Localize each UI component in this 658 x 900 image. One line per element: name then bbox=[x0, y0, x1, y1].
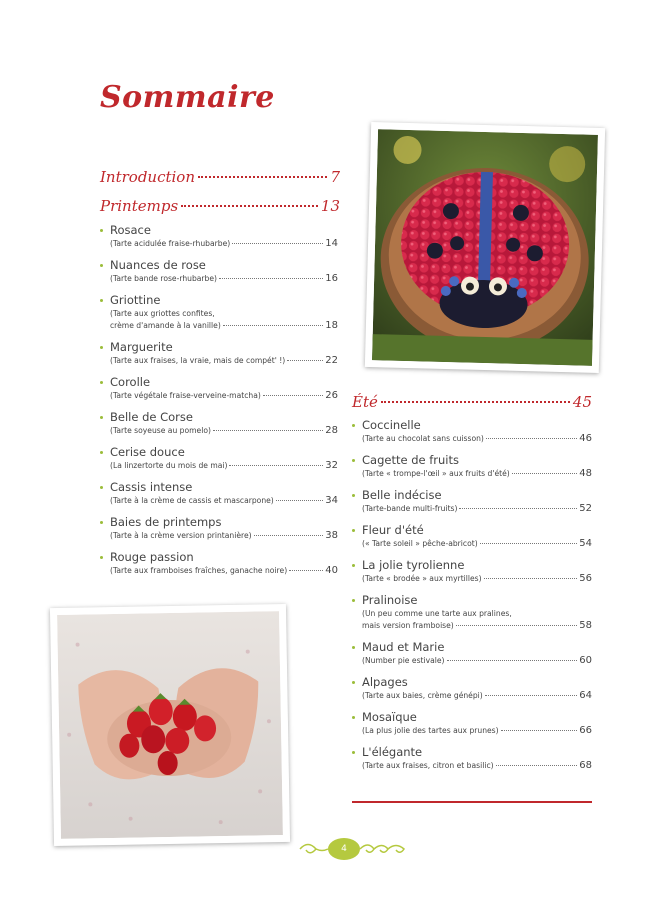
toc-entry[interactable] bbox=[100, 515, 338, 542]
toc-entry[interactable] bbox=[352, 453, 592, 480]
section-label: Printemps bbox=[100, 197, 179, 215]
dot-leader bbox=[213, 430, 323, 431]
recipe-page: 64 bbox=[579, 690, 592, 701]
recipe-page: 48 bbox=[579, 468, 592, 479]
toc-entry[interactable] bbox=[100, 258, 338, 285]
recipe-subtitle bbox=[352, 608, 592, 620]
recipe-name: Cerise douce bbox=[100, 445, 338, 460]
recipe-subtitle bbox=[100, 530, 338, 542]
toc-entry[interactable] bbox=[352, 745, 592, 772]
recipe-subtitle bbox=[352, 690, 592, 702]
recipe-page: 66 bbox=[579, 725, 592, 736]
recipe-subtitle bbox=[352, 655, 592, 667]
recipe-page: 56 bbox=[579, 573, 592, 584]
recipe-subtitle bbox=[352, 725, 592, 737]
strawberries-hands-image bbox=[57, 611, 283, 839]
recipe-subtitle bbox=[100, 460, 338, 472]
toc-entry[interactable] bbox=[352, 523, 592, 550]
toc-entry[interactable] bbox=[352, 593, 592, 632]
recipe-name: Griottine bbox=[100, 293, 338, 308]
dot-leader bbox=[276, 500, 323, 501]
section-label: Introduction bbox=[100, 168, 195, 186]
recipe-subtitle bbox=[352, 503, 592, 515]
dot-leader bbox=[484, 578, 578, 579]
toc-entry[interactable] bbox=[100, 223, 338, 250]
section-page: 45 bbox=[572, 393, 592, 411]
recipe-name: Marguerite bbox=[100, 340, 338, 355]
recipe-name: Coccinelle bbox=[352, 418, 592, 433]
recipe-subtitle-text: (Tarte à la crème de cassis et mascarpone) bbox=[110, 496, 274, 505]
recipe-subtitle-text: (Tarte acidulée fraise-rhubarbe) bbox=[110, 239, 231, 248]
dot-leader bbox=[456, 625, 577, 626]
recipe-name: Maud et Marie bbox=[352, 640, 592, 655]
recipe-subtitle bbox=[352, 573, 592, 585]
recipe-subtitle-text: (Tarte aux griottes confites, bbox=[110, 309, 215, 318]
recipe-name: Alpages bbox=[352, 675, 592, 690]
dot-leader bbox=[480, 543, 578, 544]
page-number: 4 bbox=[328, 838, 360, 860]
toc-entry[interactable] bbox=[100, 445, 338, 472]
dot-leader bbox=[254, 535, 324, 536]
toc-entry[interactable] bbox=[352, 558, 592, 585]
toc-entry[interactable] bbox=[352, 675, 592, 702]
printemps-list bbox=[100, 223, 338, 593]
recipe-page: 14 bbox=[325, 238, 338, 249]
recipe-subtitle-text: (La linzertorte du mois de mai) bbox=[110, 461, 228, 470]
recipe-subtitle-text: (Number pie estivale) bbox=[362, 656, 445, 665]
toc-introduction[interactable] bbox=[100, 168, 340, 186]
dot-leader bbox=[459, 508, 577, 509]
dot-leader bbox=[289, 570, 323, 571]
recipe-name: Belle de Corse bbox=[100, 410, 338, 425]
recipe-page: 40 bbox=[325, 565, 338, 576]
recipe-subtitle bbox=[352, 538, 592, 550]
page-title: Sommaire bbox=[100, 80, 275, 115]
dot-leader bbox=[501, 730, 578, 731]
dot-leader bbox=[486, 438, 577, 439]
recipe-name: L'élégante bbox=[352, 745, 592, 760]
recipe-subtitle-text: crème d'amande à la vanille) bbox=[110, 321, 221, 330]
recipe-subtitle bbox=[100, 238, 338, 250]
recipe-name: Rouge passion bbox=[100, 550, 338, 565]
recipe-subtitle bbox=[100, 273, 338, 285]
section-page: 13 bbox=[320, 197, 340, 215]
ete-list bbox=[352, 418, 592, 788]
recipe-subtitle-text: (Tarte « brodée » aux myrtilles) bbox=[362, 574, 482, 583]
recipe-name: Belle indécise bbox=[352, 488, 592, 503]
recipe-page: 16 bbox=[325, 273, 338, 284]
recipe-subtitle-text: mais version framboise) bbox=[362, 621, 454, 630]
ladybug-tart-image bbox=[372, 129, 598, 366]
toc-entry[interactable] bbox=[100, 550, 338, 577]
recipe-page: 58 bbox=[579, 620, 592, 631]
toc-entry[interactable] bbox=[100, 480, 338, 507]
recipe-subtitle bbox=[100, 425, 338, 437]
recipe-name: Baies de printemps bbox=[100, 515, 338, 530]
recipe-subtitle bbox=[100, 495, 338, 507]
dot-leader bbox=[496, 765, 578, 766]
recipe-subtitle-text: (Tarte aux baies, crème génépi) bbox=[362, 691, 483, 700]
recipe-page: 60 bbox=[579, 655, 592, 666]
recipe-subtitle-text: (Tarte bande rose-rhubarbe) bbox=[110, 274, 218, 283]
recipe-name: Cassis intense bbox=[100, 480, 338, 495]
dot-leader bbox=[223, 325, 323, 326]
recipe-page: 18 bbox=[325, 320, 338, 331]
recipe-page: 54 bbox=[579, 538, 592, 549]
toc-ete[interactable] bbox=[352, 393, 592, 411]
recipe-subtitle bbox=[352, 433, 592, 445]
section-divider bbox=[352, 801, 592, 803]
recipe-subtitle bbox=[352, 620, 592, 632]
recipe-name: Fleur d'été bbox=[352, 523, 592, 538]
recipe-name: Pralinoise bbox=[352, 593, 592, 608]
ladybug-tart-photo bbox=[365, 122, 605, 373]
recipe-page: 34 bbox=[325, 495, 338, 506]
recipe-subtitle-text: (Un peu comme une tarte aux pralines, bbox=[362, 609, 512, 618]
toc-entry[interactable] bbox=[100, 340, 338, 367]
recipe-subtitle bbox=[100, 320, 338, 332]
strawberries-hands-photo bbox=[50, 604, 290, 846]
recipe-subtitle bbox=[352, 760, 592, 772]
dot-leader bbox=[381, 401, 570, 403]
recipe-page: 22 bbox=[325, 355, 338, 366]
toc-printemps[interactable] bbox=[100, 197, 340, 215]
toc-entry[interactable] bbox=[352, 640, 592, 667]
dot-leader bbox=[232, 243, 323, 244]
recipe-subtitle bbox=[100, 308, 338, 320]
recipe-name: Cagette de fruits bbox=[352, 453, 592, 468]
recipe-subtitle-text: (Tarte végétale fraise-verveine-matcha) bbox=[110, 391, 261, 400]
dot-leader bbox=[512, 473, 578, 474]
recipe-page: 46 bbox=[579, 433, 592, 444]
footer-ornament bbox=[298, 838, 408, 860]
recipe-subtitle-text: (Tarte soyeuse au pomelo) bbox=[110, 426, 211, 435]
recipe-subtitle-text: (La plus jolie des tartes aux prunes) bbox=[362, 726, 499, 735]
recipe-subtitle bbox=[100, 565, 338, 577]
recipe-subtitle-text: (Tarte « trompe-l'œil » aux fruits d'été) bbox=[362, 469, 510, 478]
recipe-subtitle-text: (Tarte aux fraises, citron et basilic) bbox=[362, 761, 494, 770]
dot-leader bbox=[485, 695, 578, 696]
dot-leader bbox=[229, 465, 323, 466]
section-page: 7 bbox=[330, 168, 340, 186]
recipe-subtitle bbox=[352, 468, 592, 480]
dot-leader bbox=[219, 278, 323, 279]
recipe-name: La jolie tyrolienne bbox=[352, 558, 592, 573]
recipe-name: Nuances de rose bbox=[100, 258, 338, 273]
recipe-page: 38 bbox=[325, 530, 338, 541]
dot-leader bbox=[447, 660, 578, 661]
recipe-subtitle bbox=[100, 355, 338, 367]
recipe-page: 26 bbox=[325, 390, 338, 401]
dot-leader bbox=[181, 205, 318, 207]
recipe-subtitle-text: (Tarte à la crème version printanière) bbox=[110, 531, 252, 540]
recipe-page: 68 bbox=[579, 760, 592, 771]
recipe-page: 28 bbox=[325, 425, 338, 436]
recipe-subtitle-text: (Tarte aux fraises, la vraie, mais de compét' !) bbox=[110, 356, 286, 365]
toc-entry[interactable] bbox=[352, 418, 592, 445]
recipe-subtitle bbox=[100, 390, 338, 402]
recipe-subtitle-text: (Tarte au chocolat sans cuisson) bbox=[362, 434, 484, 443]
recipe-name: Mosaïque bbox=[352, 710, 592, 725]
recipe-subtitle-text: (« Tarte soleil » pêche-abricot) bbox=[362, 539, 478, 548]
recipe-subtitle-text: (Tarte aux framboises fraîches, ganache noire) bbox=[110, 566, 288, 575]
toc-entry[interactable] bbox=[352, 710, 592, 737]
recipe-name: Corolle bbox=[100, 375, 338, 390]
recipe-subtitle-text: (Tarte-bande multi-fruits) bbox=[362, 504, 458, 513]
recipe-page: 52 bbox=[579, 503, 592, 514]
dot-leader bbox=[198, 176, 327, 178]
toc-entry[interactable] bbox=[100, 375, 338, 402]
recipe-name: Rosace bbox=[100, 223, 338, 238]
dot-leader bbox=[263, 395, 323, 396]
recipe-page: 32 bbox=[325, 460, 338, 471]
toc-entry[interactable] bbox=[100, 410, 338, 437]
toc-entry[interactable] bbox=[352, 488, 592, 515]
section-label: Été bbox=[352, 393, 378, 411]
dot-leader bbox=[287, 360, 323, 361]
toc-entry[interactable] bbox=[100, 293, 338, 332]
